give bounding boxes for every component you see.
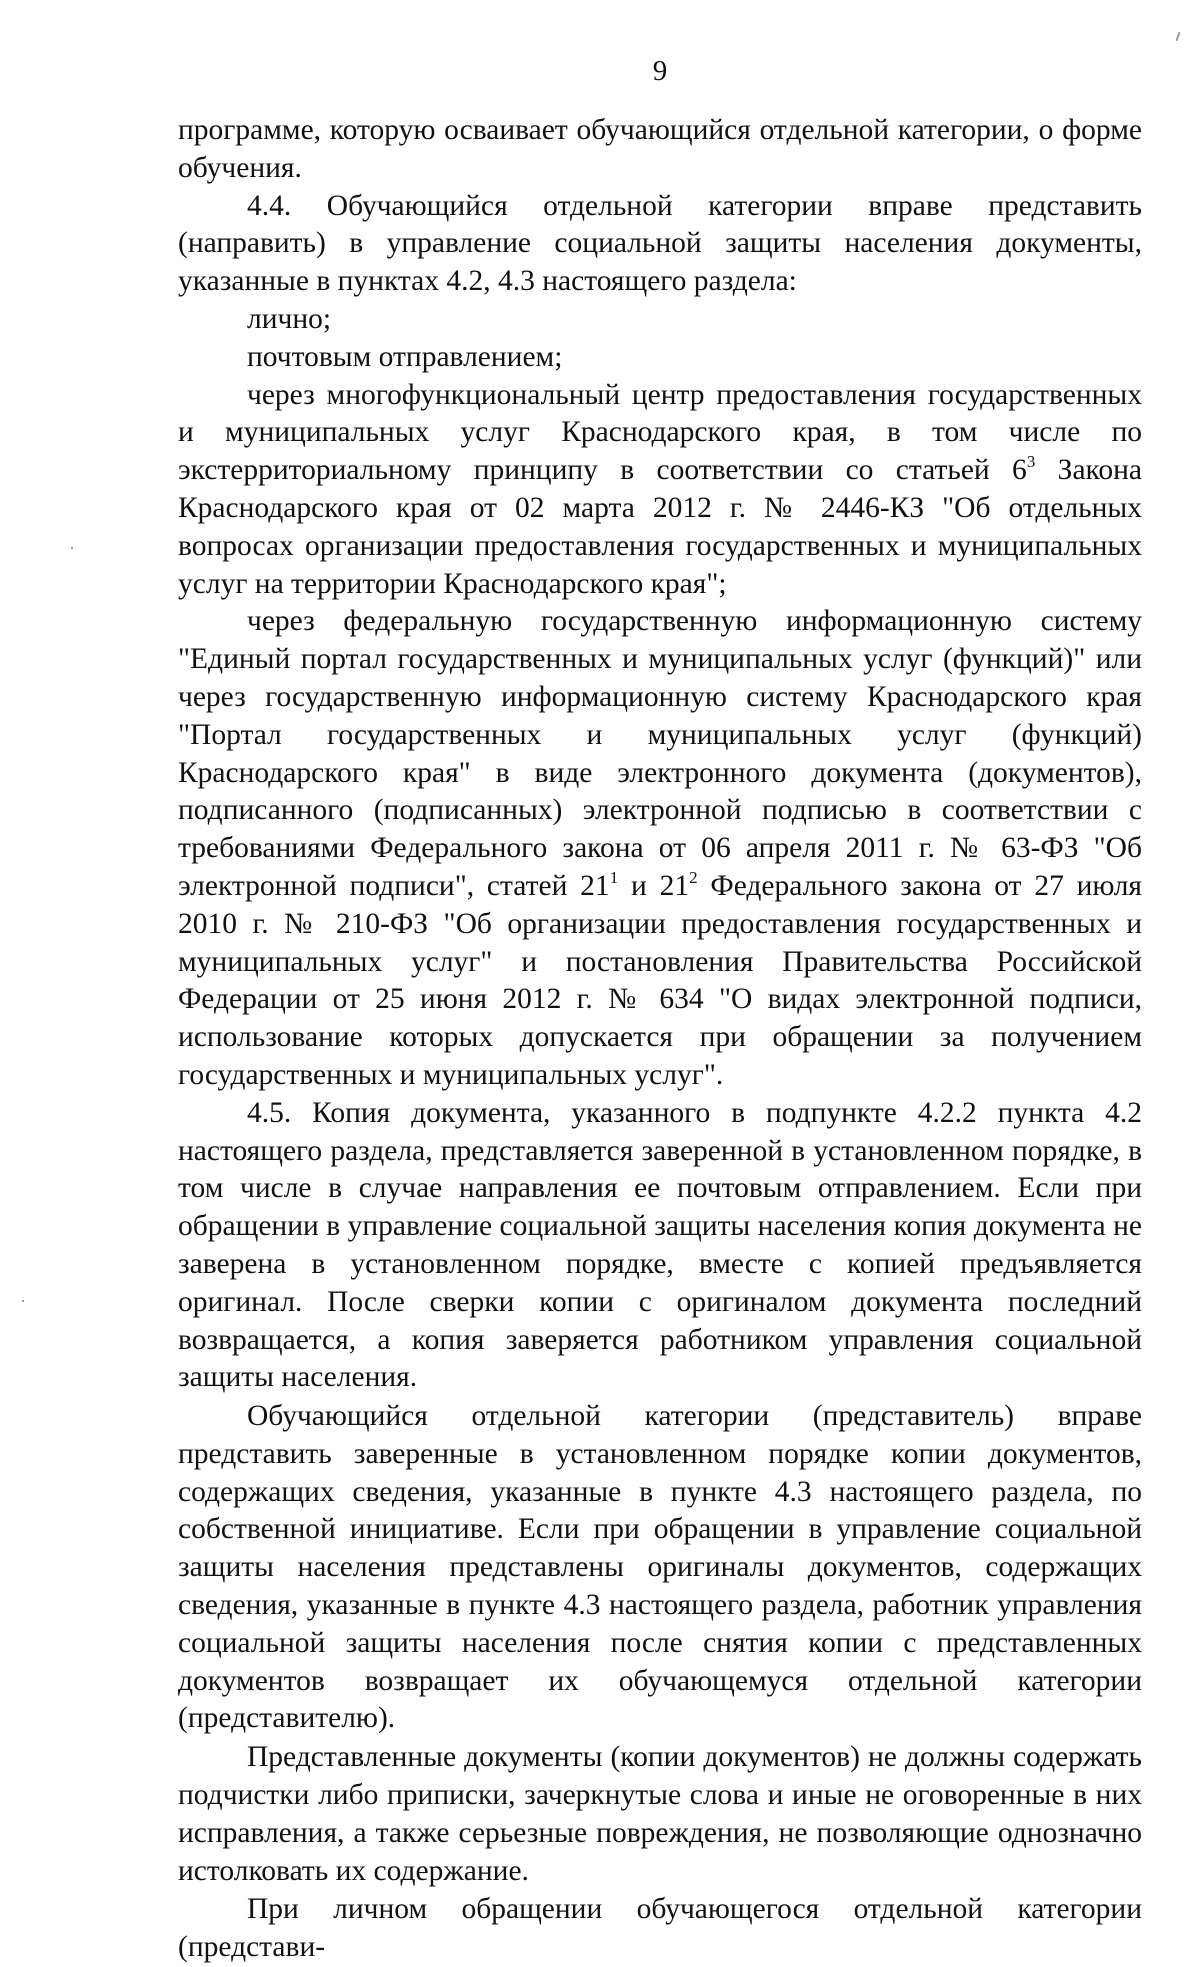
article-superscript-2: 2 xyxy=(689,867,698,887)
mfc-text-part-1: через многофункциональный центр предоставления государственных и муниципальных услуг Краснодарского края, в том числе по экстерриториальному принципу в соответствии со статьей 6 xyxy=(178,378,1142,487)
list-item-by-mail: почтовым отправлением; xyxy=(247,340,563,373)
portal-text-part-3: Федерального закона от 27 июля 2010 г. № 210-ФЗ "Об организации предоставления государственных и муниципальных услуг" и постановления Правительства Российской Федерации от 25 июня 2012 г. № 634 "О видах электронной подписи, использование которых допускается при обращении за получением государственных и муниципальных услуг". xyxy=(178,869,1142,1091)
paragraph-4-5: 4.5. Копия документа, указанного в подпункте 4.2.2 пункта 4.2 настоящего раздела, представляется заверенной в установленном порядке, в том числе в случае направления ее почтовым отправлением. Если при обращении в управление социальной защиты населения копия документа не заверена в установленном порядке, вместе с копией предъявляется оригинал. После сверки копии с оригиналом документа последний возвращается, а копия заверяется работником управления социальной защиты населения. xyxy=(178,1096,1142,1394)
article-superscript-1: 1 xyxy=(609,867,619,887)
paragraph-personal-visit: При личном обращении обучающегося отдельной категории (представи- xyxy=(178,1893,1142,1964)
page-number: 9 xyxy=(652,55,668,87)
scan-mark-left-1 xyxy=(71,547,73,549)
paragraph-4-4: 4.4. Обучающийся отдельной категории вправе представить (направить) в управление социальной защиты населения документы, указанные в пунктах 4.2, 4.3 настоящего раздела: xyxy=(178,189,1142,298)
paragraph-continuation: программе, которую осваивает обучающийся отдельной категории, о форме обучения. xyxy=(178,114,1142,184)
article-superscript: 3 xyxy=(1026,452,1036,472)
mfc-text-part-2: Закона Краснодарского края от 02 марта 2012 г. № 2446-КЗ "Об отдельных вопросах организации предоставления государственных и муниципальных услуг на территории Краснодарского края"; xyxy=(178,454,1143,600)
scan-mark-left-2 xyxy=(22,1300,24,1302)
paragraph-document-requirements: Представленные документы (копии документов) не должны содержать подчистки либо приписки, зачеркнутые слова и иные не оговоренные в них исправления, а также серьезные повреждения, не позволяющие однозначно истолковать их содержание. xyxy=(178,1741,1142,1887)
list-item-in-person: лично; xyxy=(247,302,332,335)
document-body xyxy=(178,112,1142,1967)
list-item-portal xyxy=(178,603,1142,1094)
portal-text-part-2: и 21 xyxy=(618,869,690,902)
paragraph-copies-initiative: Обучающийся отдельной категории (представитель) вправе представить заверенные в установленном порядке копии документов, содержащих сведения, указанные в пункте 4.3 настоящего раздела, по собственной инициативе. Если при обращении в управление социальной защиты населения представлены оригиналы документов, содержащих сведения, указанные в пункте 4.3 настоящего раздела, работник управления социальной защиты населения после снятия копии с представленных документов возвращает их обучающемуся отдельной категории (представителю). xyxy=(178,1400,1142,1735)
scan-mark-top-right xyxy=(1176,32,1181,41)
list-item-mfc xyxy=(178,377,1142,604)
portal-text-part-1: через федеральную государственную информационную систему "Единый портал государственных и муниципальных услуг (функций)" или через государственную информационную систему Краснодарского края "Портал государственных и муниципальных услуг (функций) Краснодарского края" в виде электронного документа (документов), подписанного (подписанных) электронной подписью в соответствии с требованиями Федерального закона от 06 апреля 2011 г. № 63-ФЗ "Об электронной подписи", статей 21 xyxy=(178,605,1142,902)
